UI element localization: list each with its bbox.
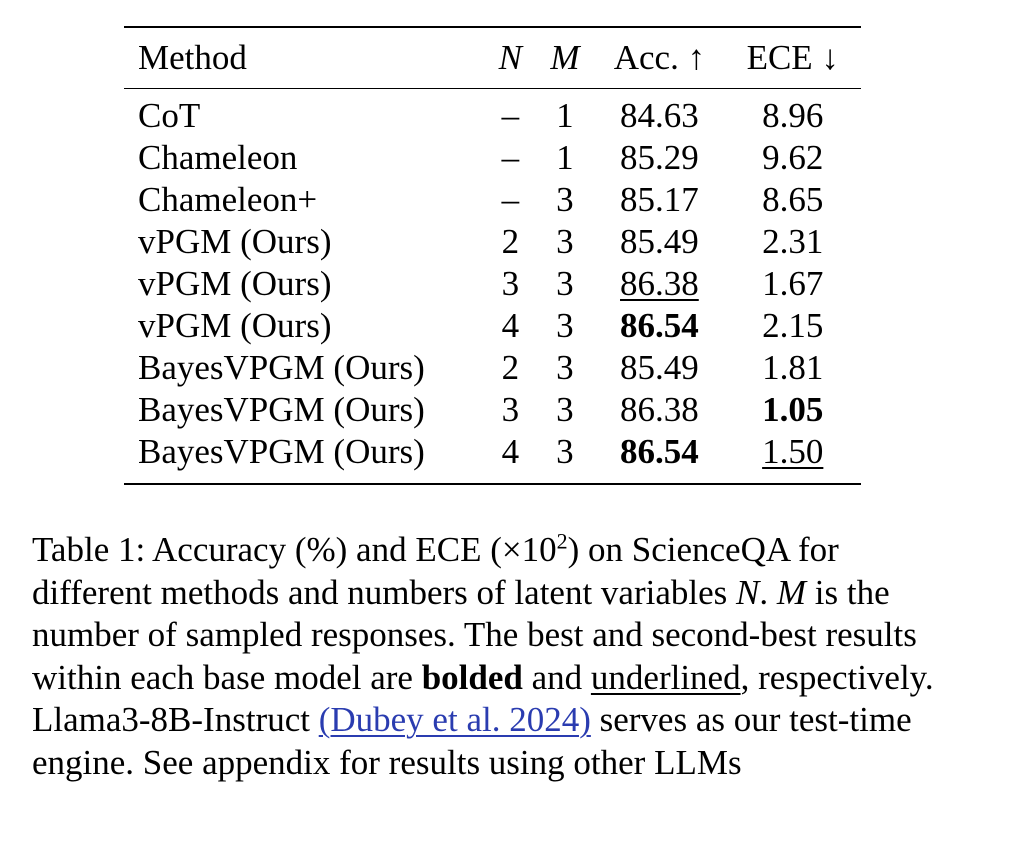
table-caption <box>32 529 962 784</box>
cell-n-value: 3 <box>501 390 520 429</box>
caption-var-m: M <box>776 572 807 612</box>
cell-n-value: 2 <box>501 348 520 387</box>
cell-n-value: – <box>501 180 520 219</box>
cell-method <box>124 179 485 221</box>
header-n: N <box>498 38 523 77</box>
cell-method-value: BayesVPGM (Ours) <box>138 348 425 387</box>
cell-method <box>124 89 485 138</box>
cell-ece-value: 2.15 <box>762 306 824 345</box>
cell-m <box>536 347 595 389</box>
cell-method-value: CoT <box>138 96 201 135</box>
table-row <box>124 89 861 138</box>
caption-part3: . <box>759 572 777 612</box>
cell-method <box>124 347 485 389</box>
caption-exponent: 2 <box>556 528 568 554</box>
cell-m-value: 3 <box>556 432 574 471</box>
cell-n <box>485 263 535 305</box>
cell-n-value: 4 <box>501 306 520 345</box>
cell-m-value: 3 <box>556 390 574 429</box>
cell-ece-value: 9.62 <box>762 138 824 177</box>
caption-part6: , respectively. Llama3-8B-Instruct <box>32 657 934 739</box>
table-row <box>124 179 861 221</box>
cell-n-value: – <box>501 96 520 135</box>
cell-ece-value: 1.05 <box>762 390 824 429</box>
table-row <box>124 263 861 305</box>
header-method: Method <box>138 38 247 77</box>
cell-ece-value: 8.96 <box>762 96 824 135</box>
cell-n-value: 4 <box>501 432 520 471</box>
cell-acc-value: 85.49 <box>620 222 699 261</box>
cell-acc <box>594 431 724 484</box>
cell-method-value: BayesVPGM (Ours) <box>138 432 425 471</box>
cell-acc <box>594 347 724 389</box>
cell-m <box>536 89 595 138</box>
cell-acc <box>594 89 724 138</box>
cell-method <box>124 137 485 179</box>
cell-m <box>536 221 595 263</box>
cell-method-value: Chameleon+ <box>138 180 318 219</box>
cell-ece <box>724 305 861 347</box>
cell-acc-value: 84.63 <box>620 96 699 135</box>
table-row <box>124 431 861 484</box>
cell-m-value: 3 <box>556 348 574 387</box>
header-ece: ECE ↓ <box>746 38 839 77</box>
results-table-container <box>124 26 861 485</box>
cell-ece <box>724 347 861 389</box>
cell-n <box>485 179 535 221</box>
cell-acc-value: 86.54 <box>620 306 699 345</box>
caption-part5: and <box>522 657 591 697</box>
cell-method <box>124 221 485 263</box>
cell-acc-value: 85.49 <box>620 348 699 387</box>
cell-m <box>536 179 595 221</box>
cell-ece <box>724 221 861 263</box>
cell-acc-value: 86.38 <box>620 390 699 429</box>
cell-m-value: 3 <box>556 222 574 261</box>
cell-n <box>485 431 535 484</box>
cell-m-value: 1 <box>556 138 574 177</box>
cell-m <box>536 137 595 179</box>
table-header-row <box>124 27 861 89</box>
cell-n <box>485 89 535 138</box>
table-body <box>124 89 861 485</box>
cell-m-value: 3 <box>556 180 574 219</box>
cell-m <box>536 431 595 484</box>
cell-acc-value: 85.17 <box>620 180 699 219</box>
table-row <box>124 305 861 347</box>
cell-acc-value: 86.54 <box>620 432 699 471</box>
cell-method <box>124 305 485 347</box>
cell-n <box>485 389 535 431</box>
cell-m-value: 3 <box>556 264 574 303</box>
table-row <box>124 389 861 431</box>
cell-ece <box>724 179 861 221</box>
cell-method <box>124 431 485 484</box>
cell-acc-value: 85.29 <box>620 138 699 177</box>
cell-n <box>485 347 535 389</box>
cell-n <box>485 221 535 263</box>
cell-acc <box>594 137 724 179</box>
cell-n <box>485 305 535 347</box>
cell-acc <box>594 263 724 305</box>
table-row <box>124 137 861 179</box>
cell-n-value: 3 <box>501 264 520 303</box>
cell-acc <box>594 389 724 431</box>
cell-acc <box>594 221 724 263</box>
cell-acc <box>594 305 724 347</box>
cell-ece-value: 1.81 <box>762 348 824 387</box>
cell-acc-value: 86.38 <box>620 264 699 303</box>
cell-m <box>536 389 595 431</box>
cell-ece <box>724 263 861 305</box>
cell-acc <box>594 179 724 221</box>
cell-method <box>124 389 485 431</box>
caption-var-n: N <box>736 572 760 612</box>
header-m: M <box>550 38 580 77</box>
cell-method-value: vPGM (Ours) <box>138 264 332 303</box>
cell-m <box>536 263 595 305</box>
table-row <box>124 347 861 389</box>
cell-m-value: 3 <box>556 306 574 345</box>
caption-part4: is the number of sampled responses. The best and second-best results within each base model are <box>32 572 917 697</box>
cell-n-value: 2 <box>501 222 520 261</box>
caption-part7: serves as our test-time engine. See appendix for results using other LLMs <box>32 700 912 782</box>
cell-ece-value: 2.31 <box>762 222 824 261</box>
cell-m-value: 1 <box>556 96 574 135</box>
cell-method-value: vPGM (Ours) <box>138 222 332 261</box>
cell-n <box>485 137 535 179</box>
cell-method <box>124 263 485 305</box>
cell-m <box>536 305 595 347</box>
caption-underlined: underlined <box>590 657 741 697</box>
cell-ece <box>724 137 861 179</box>
cell-ece <box>724 389 861 431</box>
header-acc: Acc. ↑ <box>613 38 706 77</box>
table-row <box>124 221 861 263</box>
cell-n-value: – <box>501 138 520 177</box>
citation-link[interactable]: (Dubey et al. 2024) <box>318 700 591 739</box>
cell-ece <box>724 431 861 484</box>
caption-bolded: bolded <box>421 657 523 697</box>
results-table <box>124 26 861 485</box>
cell-ece-value: 8.65 <box>762 180 824 219</box>
cell-ece-value: 1.50 <box>762 432 824 471</box>
caption-part2: ) on ScienceQA for different methods and numbers of latent variables <box>32 530 839 612</box>
cell-method-value: vPGM (Ours) <box>138 306 332 345</box>
caption-part1: Table 1: Accuracy (%) and ECE (×10 <box>32 530 557 569</box>
cell-ece <box>724 89 861 138</box>
cell-method-value: Chameleon <box>138 138 298 177</box>
cell-ece-value: 1.67 <box>762 264 824 303</box>
cell-method-value: BayesVPGM (Ours) <box>138 390 425 429</box>
